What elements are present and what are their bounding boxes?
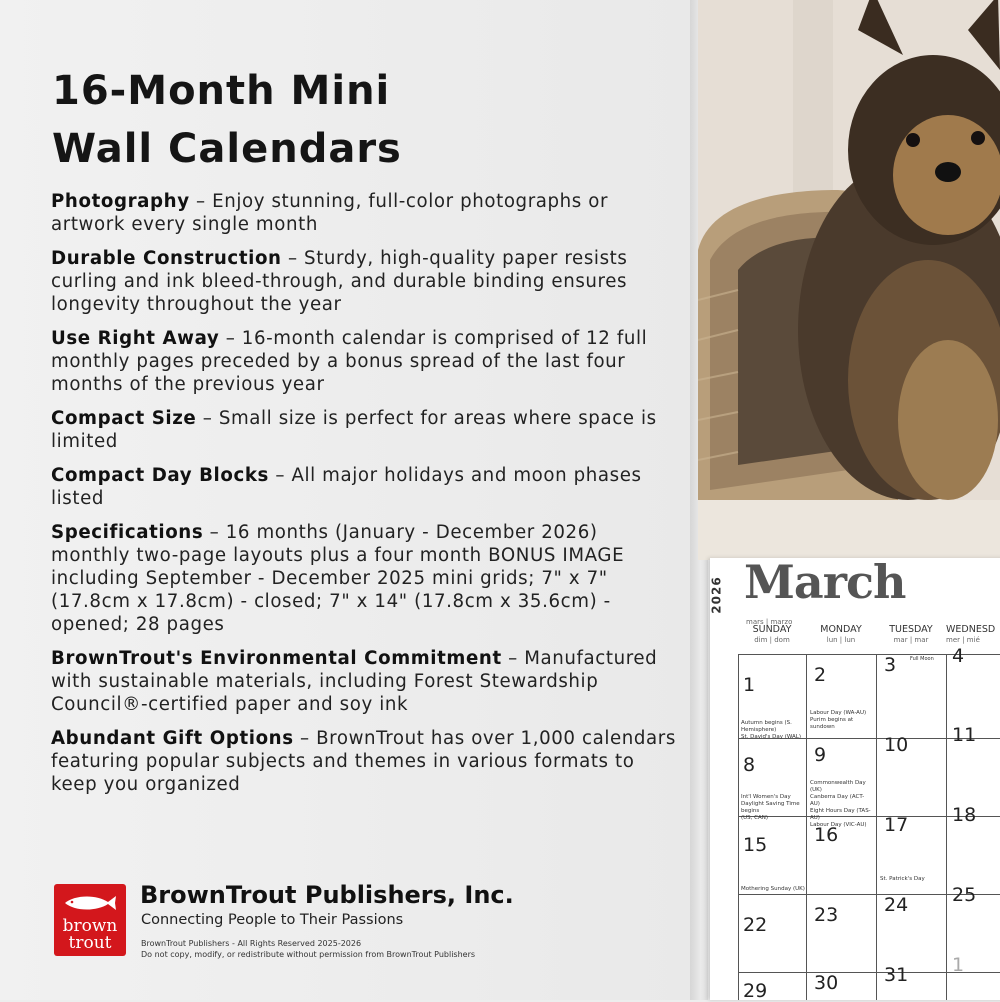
grid-line [946,654,947,1000]
feature-text: – 16-month calendar is comprised of 12 full monthly pages preceded by a bonus spread of the last four months of the previous year [51,328,648,395]
day-name: MONDAY [820,624,862,635]
holiday-note: St. Patrick's Day [880,876,925,882]
feature-text: – Enjoy stunning, full-color photographs or artwork every single month [51,191,609,235]
note-line: Canberra Day (ACT-AU) [810,794,865,807]
puppy-illustration [698,0,1000,560]
feature-label: Use Right Away [51,328,220,349]
feature-label: Photography [51,191,190,212]
day-number: 31 [884,964,909,986]
feature-label: Compact Day Blocks [51,465,269,486]
calendar-year: 2026 [709,576,724,614]
holiday-note [810,780,874,829]
day-header-sunday [738,624,806,654]
day-number: 1 [743,674,756,696]
publisher-block [54,881,674,964]
feature-label: Compact Size [51,408,197,429]
holiday-note: Mothering Sunday (UK) [741,886,805,892]
day-number: 15 [743,834,768,856]
note-line: Labour Day (VIC-AU) [810,822,867,828]
feature-item [51,247,676,316]
feature-text: – Sturdy, high-quality paper resists curling and ink bleed-through, and durable binding ensures longevity throughout the year [51,248,628,315]
title-line-1: 16-Month Mini [52,68,391,114]
note-line: (US, CAN) [741,815,769,821]
feature-text: – BrownTrout has over 1,000 calendars featuring popular subjects and themes in various formats to keep you organized [51,728,676,795]
note-line: Purim begins at sundown [810,717,854,730]
day-number: 22 [743,914,768,936]
day-number: 3 [884,654,897,676]
day-header-monday [806,624,876,654]
feature-text: – Small size is perfect for areas where space is limited [51,408,657,452]
day-number: 23 [814,904,839,926]
calendar-preview [690,0,1000,1000]
day-number: 16 [814,824,839,846]
note-line: Commonwealth Day (UK) [810,780,866,793]
note-line: St. David's Day (WAL) [741,734,802,740]
feature-list [51,190,676,807]
copyright-text [141,938,661,960]
note-line: Autumn begins (S. Hemisphere) [741,720,792,733]
feature-item [51,407,676,453]
feature-label: Specifications [51,522,204,543]
day-sub: mar | mar [893,636,929,644]
publisher-name: BrownTrout Publishers, Inc. [140,881,514,909]
day-number: 29 [743,980,768,1002]
feature-label: Durable Construction [51,248,282,269]
page-title [52,62,402,178]
note-line: Daylight Saving Time begins [741,801,800,814]
feature-label: BrownTrout's Environmental Commitment [51,648,502,669]
feature-item [51,464,676,510]
trout-icon [62,892,118,914]
day-number: 25 [952,884,977,906]
browntrout-logo [54,884,126,956]
full-moon-note: Full Moon [910,656,934,662]
logo-word-2: trout [68,933,112,953]
feature-item [51,521,676,636]
calendar-page [709,555,1000,1002]
day-sub: lun | lun [826,636,856,644]
calendar-grid [738,645,1000,1002]
day-number: 17 [884,814,909,836]
title-line-2: Wall Calendars [52,126,402,172]
calendar-month-translations: mars | marzo [746,618,793,626]
copyright-line-2: Do not copy, modify, or redistribute without permission from BrownTrout Publishers [141,950,476,959]
holiday-note [741,794,805,822]
grid-line [738,654,739,1000]
feature-item [51,647,676,716]
day-number: 9 [814,744,827,766]
feature-text: – 16 months (January - December 2026) monthly two-page layouts plus a four month BONUS IMAGE including September - December 2025 mini grids; 7" x 7" (17.8cm x 17.8cm) - closed; 7" x 14" (17.8cm x 35.6cm) - opened; 28 pages [51,522,625,635]
day-sub: dim | dom [754,636,790,644]
note-line: Eight Hours Day (TAS-AU) [810,808,871,821]
logo-word-1: brown [62,916,118,936]
holiday-note [741,720,805,741]
day-sub: mer | mié [946,636,980,644]
day-number: 8 [743,754,756,776]
feature-item [51,190,676,236]
day-number: 18 [952,804,977,826]
calendar-month: March [744,555,906,609]
day-header-tuesday [876,624,946,654]
calendar-photo [698,0,1000,560]
note-line: Int'l Women's Day [741,794,791,800]
feature-item [51,327,676,396]
day-number: 24 [884,894,909,916]
day-number: 10 [884,734,909,756]
grid-line [876,654,877,1000]
day-number: 1 [952,954,965,976]
holiday-note [810,710,874,731]
feature-label: Abundant Gift Options [51,728,294,749]
grid-line [806,654,807,1000]
day-number: 2 [814,664,827,686]
feature-item [51,727,676,796]
note-line: Labour Day (WA-AU) [810,710,867,716]
feature-text: – All major holidays and moon phases listed [51,465,642,509]
copyright-line-1: BrownTrout Publishers - All Rights Reserved 2025-2026 [141,939,362,948]
day-number: 4 [952,645,965,667]
publisher-tagline: Connecting People to Their Passions [141,912,404,928]
day-name: TUESDAY [889,624,933,635]
day-number: 11 [952,724,977,746]
day-name: WEDNESD [946,624,996,635]
day-number: 30 [814,972,839,994]
feature-text: – Manufactured with sustainable materials, including Forest Stewardship Council®-certified paper and soy ink [51,648,658,715]
day-name: SUNDAY [752,624,792,635]
